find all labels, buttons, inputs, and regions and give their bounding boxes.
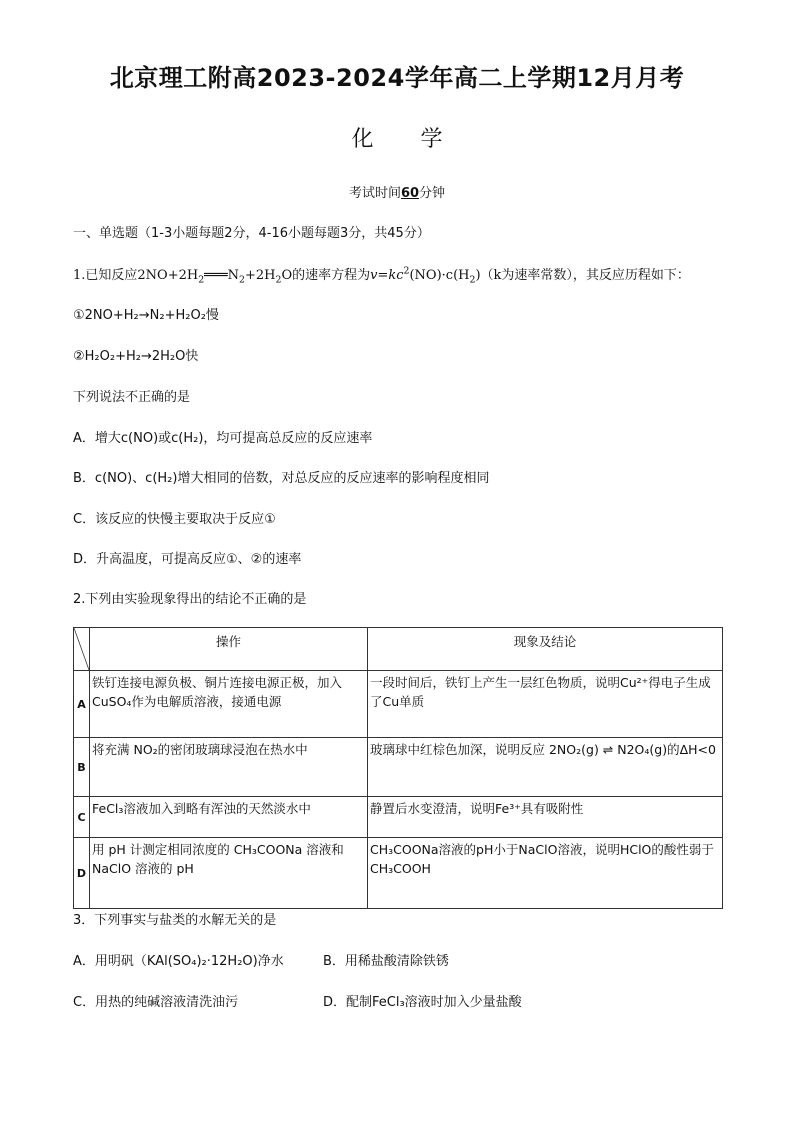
exam-time-prefix: 考试时间 <box>348 186 401 201</box>
q3-option-d: D．配制FeCl₃溶液时加入少量盐酸 <box>323 995 522 1010</box>
q3-option-b: B．用稀盐酸清除铁锈 <box>323 954 449 969</box>
table-row <box>74 838 723 909</box>
row-operation: 铁钉连接电源负极、铜片连接电源正极，加入 CuSO₄作为电解质溶液，接通电源 <box>90 671 368 738</box>
exam-time-value: 60 <box>400 186 420 201</box>
q1-option-d: D．升高温度，可提高反应①、②的速率 <box>73 552 302 567</box>
q2-stem: 2.下列由实验现象得出的结论不正确的是 <box>73 592 307 607</box>
q1-stem-a: 1.已知反应2NO+2H <box>73 268 199 283</box>
q1-stem: 1.已知反应$2NO+2H_2═══N_2+2H_2O$的速率方程为$v=kc^2(NO)\cdot c(H_2)(k$为速率常数），其反应历程如下： <box>73 265 690 286</box>
column-header-operation: 操作 <box>90 628 368 671</box>
table-header-row <box>74 628 723 671</box>
q3-stem: 3．下列事实与盐类的水解无关的是 <box>73 913 277 928</box>
q2-table <box>73 627 723 909</box>
q1-rate-v: v=kc <box>370 268 404 283</box>
q1-option-c: C．该反应的快慢主要取决于反应① <box>73 512 276 527</box>
q1-stem-c: +2H <box>244 268 276 283</box>
subject-heading: 化 学 <box>351 127 443 152</box>
row-operation: FeCl₃溶液加入到略有浑浊的天然淡水中 <box>90 797 368 838</box>
q1-rate-end: )（k为速率常数），其反应历程如下： <box>475 268 690 283</box>
q1-question: 下列说法不正确的是 <box>73 390 191 405</box>
q1-option-b: B．c(NO)、c(H₂)增大相同的倍数，对总反应的反应速率的影响程度相同 <box>73 471 490 486</box>
column-header-result: 现象及结论 <box>368 628 723 671</box>
q1-step2: ②H₂O₂+H₂→2H₂O快 <box>73 349 199 364</box>
section-heading: 一、单选题（1-3小题每题2分，4-16小题每题3分，共45分） <box>73 226 430 241</box>
q1-step1: ①2NO+H₂→N₂+H₂O₂慢 <box>73 308 219 323</box>
q3-option-c: C．用热的纯碱溶液清洗油污 <box>73 995 239 1010</box>
row-label: A <box>74 671 90 738</box>
q1-stem-b: N <box>227 268 240 283</box>
row-result: CH₃COONa溶液的pH小于NaClO溶液，说明HClO的酸性弱于CH₃COOH <box>368 838 723 909</box>
table-row <box>74 738 723 797</box>
q3-option-a: A．用明矾（KAl(SO₄)₂·12H₂O)净水 <box>73 954 284 969</box>
q1-option-a: A．增大c(NO)或c(H₂)，均可提高总反应的反应速率 <box>73 431 373 446</box>
row-label: D <box>74 838 90 909</box>
table-row <box>74 797 723 838</box>
exam-time-suffix: 分钟 <box>419 186 446 201</box>
row-result: 静置后水变澄清，说明Fe³⁺具有吸附性 <box>368 797 723 838</box>
exam-time <box>0 182 794 201</box>
diagonal-cell <box>74 628 90 671</box>
q1-stem-d: O的速率方程为 <box>281 268 371 283</box>
q1-rate-rest: (NO)·c(H <box>409 268 470 283</box>
row-label: C <box>74 797 90 838</box>
row-label: B <box>74 738 90 797</box>
page-title: 北京理工附高2023-2024学年高二上学期12月月考 <box>109 64 685 92</box>
row-operation: 将充满 NO₂的密闭玻璃球浸泡在热水中 <box>90 738 368 797</box>
row-result: 玻璃球中红棕色加深，说明反应 2NO₂(g) ⇌ N2O₄(g)的ΔH<0 <box>368 738 723 797</box>
row-result: 一段时间后，铁钉上产生一层红色物质，说明Cu²⁺得电子生成了Cu单质 <box>368 671 723 738</box>
row-operation: 用 pH 计测定相同浓度的 CH₃COONa 溶液和 NaClO 溶液的 pH <box>90 838 368 909</box>
table-row <box>74 671 723 738</box>
